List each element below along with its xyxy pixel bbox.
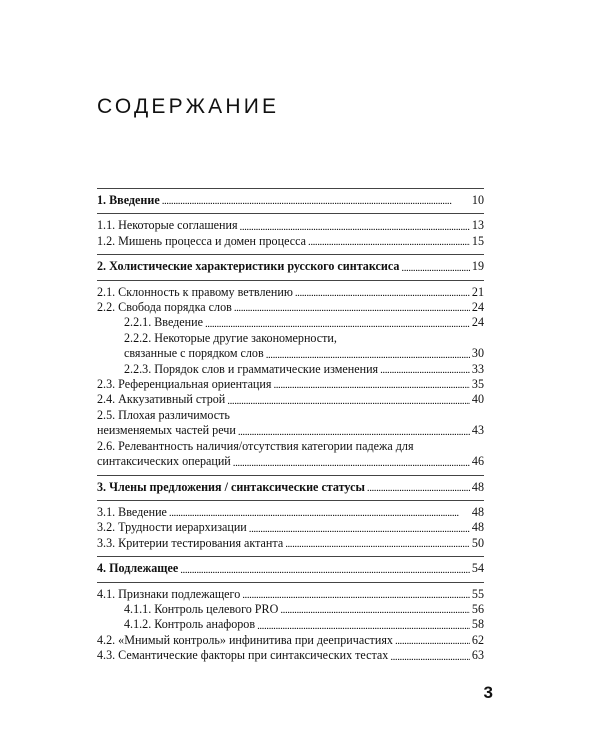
toc-page-number: 56 — [471, 601, 484, 616]
toc-page-number: 21 — [471, 284, 484, 299]
toc-page-number: 13 — [471, 218, 484, 233]
toc-entry-3-3[interactable] — [97, 536, 484, 551]
toc-entry-title: 4.3. Семантические факторы при синтаксических тестах — [97, 648, 389, 663]
page-title: СОДЕРЖАНИЕ — [97, 95, 280, 118]
toc-leader — [266, 350, 470, 362]
toc-entry-1[interactable] — [97, 193, 484, 208]
section-divider — [97, 500, 484, 501]
section-divider — [97, 280, 484, 281]
toc-leader — [249, 524, 470, 536]
toc-entry-title: 4.1.2. Контроль анафоров — [124, 617, 256, 632]
toc-entry-title: неизменяемых частей речи — [97, 423, 236, 438]
toc-leader — [234, 303, 470, 315]
toc-entry-4-1-1[interactable] — [97, 602, 484, 617]
toc-page-number: 48 — [471, 479, 484, 494]
toc-entry-2-5[interactable] — [97, 408, 484, 439]
toc-entry-2-1[interactable] — [97, 285, 484, 300]
toc-entry-3-2[interactable] — [97, 520, 484, 535]
section-divider — [97, 556, 484, 557]
toc-page-number: 48 — [471, 504, 484, 519]
toc-leader — [308, 237, 470, 249]
toc-leader — [367, 483, 470, 495]
toc-entry-2-2-3[interactable] — [97, 362, 484, 377]
toc-page-number: 50 — [471, 535, 484, 550]
section-divider — [97, 188, 484, 189]
toc-page-number: 35 — [471, 377, 484, 392]
toc-entry-4-3[interactable] — [97, 648, 484, 663]
toc-entry-title: синтаксических операций — [97, 454, 231, 469]
toc-entry-4-1[interactable] — [97, 587, 484, 602]
section-divider — [97, 254, 484, 255]
toc-leader — [257, 621, 470, 633]
toc-leader — [238, 427, 470, 439]
toc-leader — [273, 380, 469, 392]
toc-leader — [240, 222, 470, 234]
toc-entry-title: 4.2. «Мнимый контроль» инфинитива при деепричастиях — [97, 632, 393, 647]
toc-entry-2[interactable] — [97, 259, 484, 274]
toc-page-number: 48 — [471, 520, 484, 535]
toc-leader — [205, 319, 470, 331]
toc-page-number: 55 — [471, 586, 484, 601]
toc-entry-1-1[interactable] — [97, 218, 484, 233]
toc-entry-3-1[interactable] — [97, 505, 484, 520]
toc-leader — [242, 590, 470, 602]
section-divider — [97, 213, 484, 214]
toc-leader — [233, 458, 470, 470]
toc-entry-title: 3.2. Трудности иерархизации — [97, 520, 247, 535]
toc-page-number: 24 — [471, 315, 484, 330]
toc-entry-2-6[interactable] — [97, 439, 484, 470]
toc-page-number: 24 — [471, 300, 484, 315]
toc-entry-title-line1: 2.6. Релевантность наличия/отсутствия категории падежа для — [97, 438, 414, 453]
toc-leader — [295, 288, 470, 300]
toc-leader — [285, 539, 470, 551]
toc-leader — [390, 652, 470, 664]
toc-entry-title: 3. Члены предложения / синтаксические статусы — [97, 479, 365, 494]
toc-entry-4-2[interactable] — [97, 633, 484, 648]
toc-page-number: 10 — [471, 193, 484, 207]
toc-entry-1-2[interactable] — [97, 234, 484, 249]
toc-page-number: 33 — [471, 361, 484, 376]
toc-page-number: 15 — [471, 233, 484, 248]
toc-page-number: 54 — [471, 561, 484, 576]
toc-entry-title: 2.2.3. Порядок слов и грамматические изменения — [124, 361, 379, 376]
toc-leader — [395, 636, 470, 648]
toc-entry-title: 4. Подлежащее — [97, 561, 179, 576]
toc-page-number: 19 — [471, 259, 484, 274]
toc-entry-2-4[interactable] — [97, 392, 484, 407]
section-divider — [97, 582, 484, 583]
toc-entry-title: 1.1. Некоторые соглашения — [97, 218, 238, 233]
toc-page-number: 62 — [471, 632, 484, 647]
toc-page-number: 58 — [471, 617, 484, 632]
toc-page-number: 46 — [471, 454, 484, 469]
table-of-contents — [97, 183, 484, 664]
toc-entry-2-3[interactable] — [97, 377, 484, 392]
toc-entry-3[interactable] — [97, 480, 484, 495]
toc-page-number: 30 — [471, 346, 484, 361]
toc-page-number: 40 — [471, 392, 484, 407]
toc-leader — [180, 565, 470, 577]
toc-leader — [380, 365, 470, 377]
toc-entry-title: 3.3. Критерии тестирования актанта — [97, 535, 284, 550]
toc-entry-2-2-1[interactable] — [97, 315, 484, 330]
toc-entry-title: 4.1.1. Контроль целевого PRO — [124, 601, 279, 616]
toc-entry-title: 2.2.1. Введение — [124, 315, 203, 330]
toc-leader — [401, 263, 469, 275]
section-divider — [97, 475, 484, 476]
toc-leader — [227, 396, 470, 408]
toc-entry-2-2[interactable] — [97, 300, 484, 315]
toc-entry-title: 4.1. Признаки подлежащего — [97, 586, 241, 601]
toc-entry-title: 2.2. Свобода порядка слов — [97, 300, 232, 315]
toc-entry-title: 3.1. Введение — [97, 504, 167, 519]
toc-page-number: 63 — [471, 648, 484, 663]
toc-entry-title: 1.2. Мишень процесса и домен процесса — [97, 233, 307, 248]
toc-entry-title-line1: 2.5. Плохая различимость — [97, 407, 230, 422]
toc-leader — [169, 508, 470, 520]
folio-page-number: 3 — [483, 683, 493, 702]
toc-leader — [280, 605, 470, 617]
toc-page-number: 43 — [471, 423, 484, 438]
toc-leader — [162, 196, 470, 208]
toc-entry-title: 2.4. Аккузативный строй — [97, 392, 226, 407]
toc-entry-title: 2.1. Склонность к правому ветвлению — [97, 284, 293, 299]
toc-entry-title: 2.3. Референциальная ориентация — [97, 377, 272, 392]
toc-entry-title: связанные с порядком слов — [124, 346, 264, 361]
toc-entry-title: 1. Введение — [97, 193, 160, 207]
toc-entry-4-1-2[interactable] — [97, 617, 484, 632]
toc-entry-title-line1: 2.2.2. Некоторые другие закономерности, — [124, 330, 337, 345]
toc-entry-4[interactable] — [97, 561, 484, 576]
toc-entry-title: 2. Холистические характеристики русского синтаксиса — [97, 259, 400, 274]
toc-entry-2-2-2[interactable] — [97, 331, 484, 362]
